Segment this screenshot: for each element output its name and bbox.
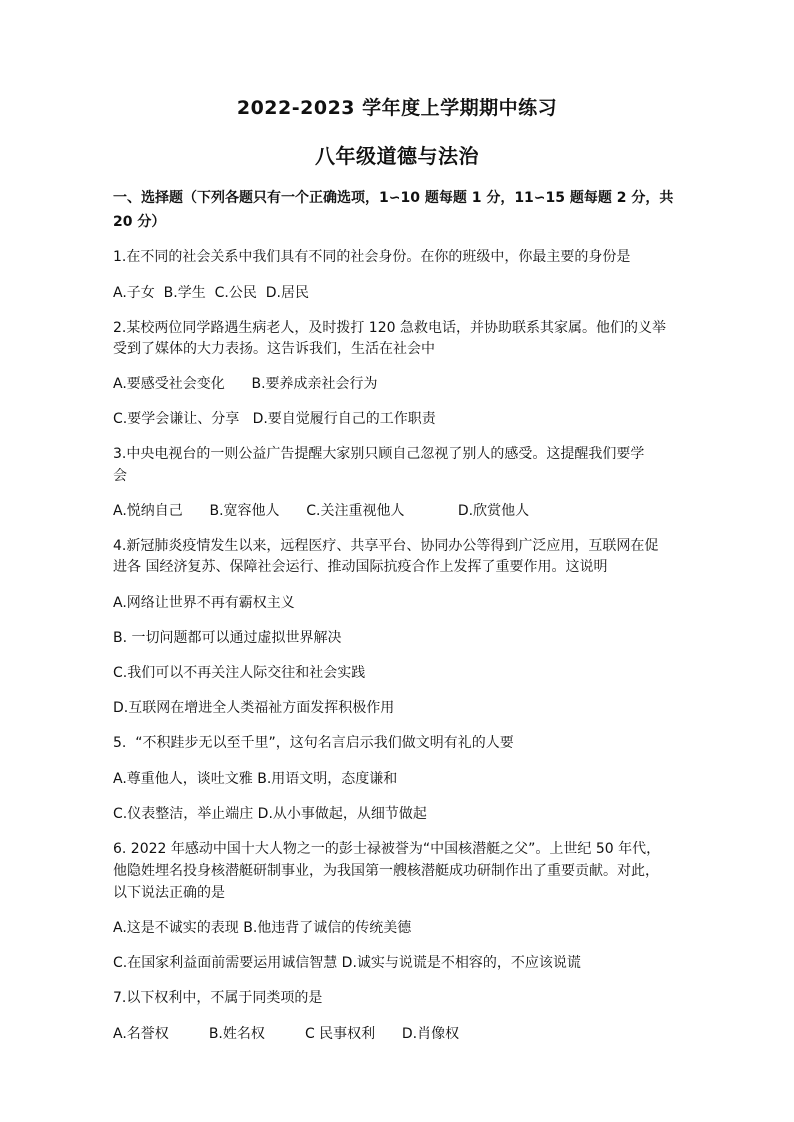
question-4-stem-cont: 进各 国经济复苏、保障社会运行、推动国际抗疫合作上发挥了重要作用。这说明 [113, 559, 608, 575]
question-5-options-ab: A.尊重他人，谈吐文雅 B.用语文明，态度谦和 [113, 771, 398, 787]
question-3-stem: 3.中央电视台的一则公益广告提醒大家别只顾自己忽视了别人的感受。这提醒我们要学 [113, 446, 645, 462]
question-4-option-a: A.网络让世界不再有霸权主义 [113, 595, 295, 611]
exam-title: 2022-2023 学年度上学期期中练习 [236, 97, 558, 119]
question-4-stem: 4.新冠肺炎疫情发生以来，远程医疗、共享平台、协同办公等得到广泛应用，互联网在促 [113, 538, 659, 554]
question-3-options: A.悦纳自己 B.宽容他人 C.关注重视他人 D.欣赏他人 [113, 503, 530, 519]
question-1-stem: 1.在不同的社会关系中我们具有不同的社会身份。在你的班级中，你最主要的身份是 [113, 249, 631, 265]
question-2-options-ab: A.要感受社会变化 B.要养成亲社会行为 [113, 376, 378, 392]
question-6-stem-cont2: 以下说法正确的是 [113, 885, 225, 901]
question-4-option-c: C.我们可以不再关注人际交往和社会实践 [113, 665, 366, 681]
section-heading-cont: 20 分） [113, 214, 166, 230]
question-6-options-ab: A.这是不诚实的表现 B.他违背了诚信的传统美德 [113, 920, 412, 936]
question-6-stem: 6. 2022 年感动中国十大人物之一的彭士禄被誉为“中国核潜艇之父”。上世纪 50 年代， [113, 841, 661, 857]
section-heading: 一、选择题（下列各题只有一个正确选项，1∽10 题每题 1 分，11∽15 题每题 2 分，共 [113, 190, 674, 206]
question-3-stem-cont: 会 [113, 468, 127, 484]
question-1-options: A.子女 B.学生 C.公民 D.居民 [113, 285, 309, 301]
question-2-stem: 2.某校两位同学路遇生病老人，及时拨打 120 急救电话，并协助联系其家属。他们的义举 [113, 320, 666, 336]
question-7-options: A.名誉权 B.姓名权 C 民事权利 D.肖像权 [113, 1026, 460, 1042]
question-4-option-b: B. 一切问题都可以通过虚拟世界解决 [113, 630, 342, 646]
exam-subject: 八年级道德与法治 [315, 144, 479, 168]
question-2-options-cd: C.要学会谦让、分享 D.要自觉履行自己的工作职责 [113, 411, 436, 427]
question-4-option-d: D.互联网在增进全人类福祉方面发挥积极作用 [113, 700, 395, 716]
question-6-options-cd: C.在国家利益面前需要运用诚信智慧 D.诚实与说谎是不相容的，不应该说谎 [113, 955, 581, 971]
question-6-stem-cont: 他隐姓埋名投身核潜艇研制事业，为我国第一艘核潜艇成功研制作出了重要贡献。对此， [113, 863, 659, 879]
question-2-stem-cont: 受到了媒体的大力表扬。这告诉我们，生活在社会中 [113, 341, 435, 357]
question-5-stem: 5. “不积跬步无以至千里”，这句名言启示我们做文明有礼的人要 [113, 735, 514, 751]
question-5-options-cd: C.仪表整洁，举止端庄 D.从小事做起，从细节做起 [113, 806, 427, 822]
question-7-stem: 7.以下权利中，不属于同类项的是 [113, 990, 323, 1006]
